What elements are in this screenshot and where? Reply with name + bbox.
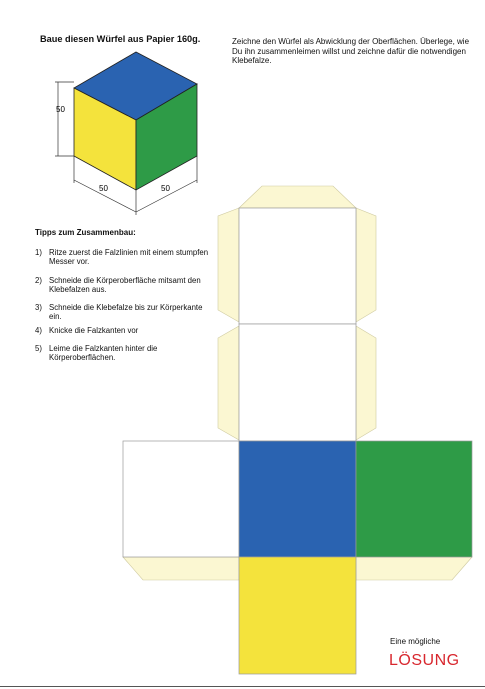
dimension-left-label: 50 [99,184,108,193]
net-face-center-blue [239,441,356,557]
tip-number: 4) [35,325,42,335]
glue-flap-upper-right [356,208,376,322]
page-bottom-divider [0,686,485,687]
tip-number: 1) [35,248,42,257]
net-face-right-green [356,441,472,557]
dimension-height-label: 50 [56,105,65,114]
tips-heading: Tipps zum Zusammenbau: [35,228,136,237]
net-face-left [123,441,239,557]
solution-caption: Eine mögliche [390,637,441,646]
tip-number: 5) [35,344,42,354]
tip-number: 3) [35,303,42,313]
tip-text: Schneide die Klebefalze bis zur Körperkante ein. [49,303,203,322]
glue-flap-bottom-right [356,557,472,580]
tip-text: Ritze zuerst die Falzlinien mit einem stumpfen Messer vor. [49,248,209,267]
solution-title: LÖSUNG [389,652,460,669]
tip-text: Knicke die Falzkanten vor [49,325,139,335]
tip-text: Leime die Falzkanten hinter die Körperoberflächen. [49,344,158,363]
net-face-bottom-yellow [239,557,356,674]
glue-flap-upper-left [218,208,239,322]
dimension-right-label: 50 [161,184,170,193]
tip-number: 2) [35,275,42,285]
tip-text: Schneide die Körperoberfläche mitsamt den Klebefalzen aus. [49,275,201,294]
glue-flap-top [239,186,356,208]
net-face-top [239,208,356,324]
net-face-back [239,324,356,441]
glue-flap-bottom-left [123,557,239,580]
page-title: Baue diesen Würfel aus Papier 160g. [40,34,201,44]
glue-flap-middle-left [218,326,239,440]
glue-flap-middle-right [356,326,376,440]
task-instructions: Zeichne den Würfel als Abwicklung der Oberflächen. Überlege, wie Du ihn zusammenleimen willst und zeichne dafür die notwendigen Klebefalze. [232,37,470,65]
